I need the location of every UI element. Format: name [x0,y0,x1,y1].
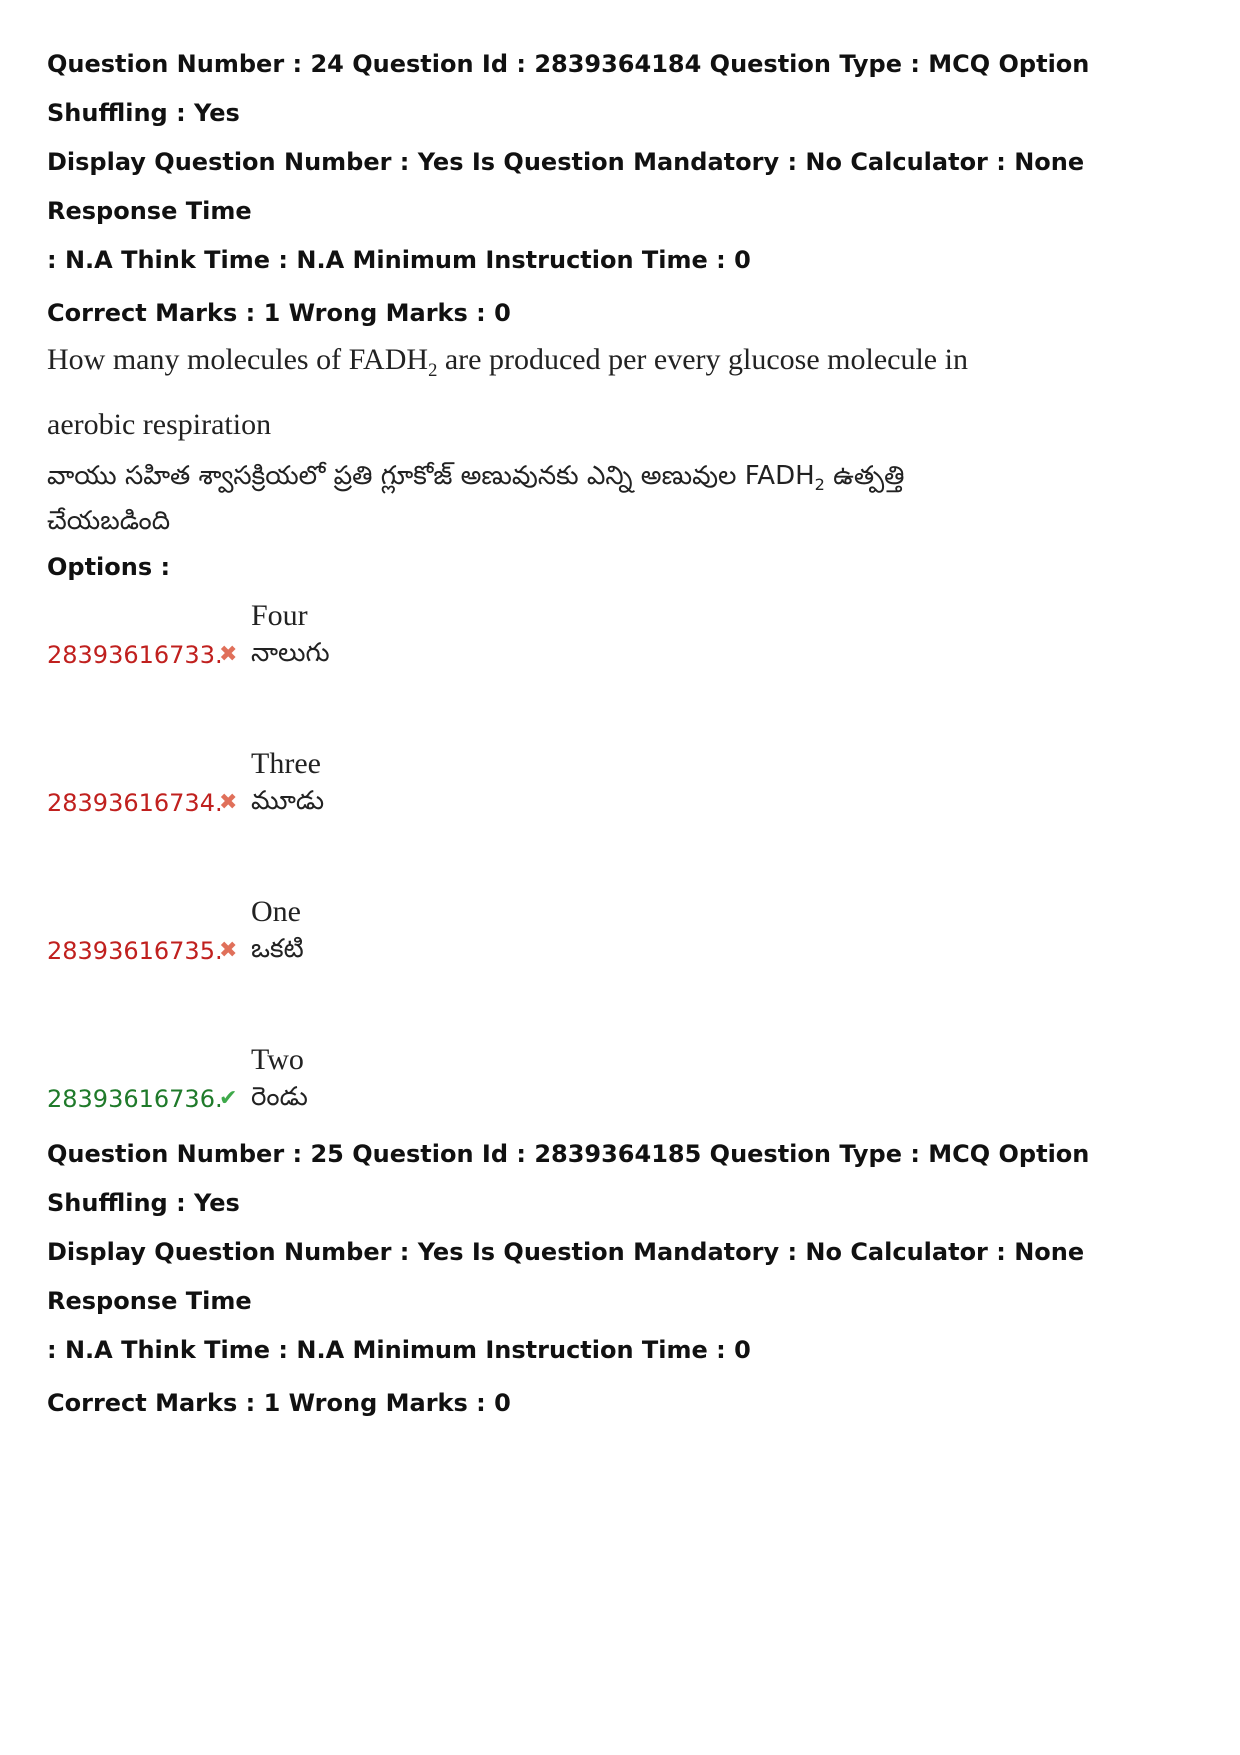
option-id: 28393616734. [47,789,223,818]
option-text-english: Three [251,747,321,781]
option-content [251,893,304,967]
meta-line-1: Question Number : 24 Question Id : 2839364184 Question Type : MCQ Option Shuffling : Yes [47,50,1090,127]
option-text-english: One [251,895,301,929]
option-item [47,587,1207,735]
option-item [47,883,1207,1031]
question-25-block [47,1130,1207,1423]
question-meta [47,1130,1207,1375]
options-list [47,587,1207,1179]
meta-line-2: Display Question Number : Yes Is Question Mandatory : No Calculator : None Response Time [47,148,1085,225]
question-text-telugu [47,458,1207,539]
options-label: Options : [47,553,171,582]
cross-icon: ✖ [219,642,238,668]
meta-line-2: Display Question Number : Yes Is Question Mandatory : No Calculator : None Response Time [47,1238,1085,1315]
option-item [47,735,1207,883]
meta-line-3: : N.A Think Time : N.A Minimum Instruction Time : 0 [47,246,751,274]
question-text-en-part-2: are produced per every glucose molecule in [437,343,968,376]
question-meta [47,40,1207,285]
option-id: 28393616733. [47,641,223,670]
option-text-english: Four [251,599,308,633]
cross-icon: ✖ [219,790,238,816]
question-text-en-subscript: 2 [428,360,438,381]
question-text-english [47,333,1207,452]
question-text-en-line-2: aerobic respiration [47,408,272,441]
question-text-te-subscript: 2 [814,475,825,495]
option-text-telugu: మూడు [251,786,325,817]
option-content [251,1041,308,1115]
option-content [251,597,330,671]
cross-icon: ✖ [219,938,238,964]
question-text-te-line-2: చేయబడింది [47,506,171,537]
option-content [251,745,324,819]
question-text-te-part-1: వాయు సహిత శ్వాసక్రియలో ప్రతి గ్లూకోజ్ అణువునకు ఎన్ని అణువుల FADH [47,461,815,491]
option-text-english: Two [251,1043,304,1077]
question-text-en-line-1 [47,333,1207,398]
option-text-telugu: ఒకటి [251,934,304,965]
meta-line-3: : N.A Think Time : N.A Minimum Instruction Time : 0 [47,1336,751,1364]
question-24-block [47,40,1207,1179]
option-text-telugu: రెండు [251,1082,308,1113]
marks-line: Correct Marks : 1 Wrong Marks : 0 [47,1389,511,1417]
option-text-telugu: నాలుగు [251,638,330,669]
marks-line: Correct Marks : 1 Wrong Marks : 0 [47,299,511,327]
question-text-te-part-2: ఉత్పత్తి [824,461,905,491]
question-text-en-part-1: How many molecules of FADH [47,343,429,376]
meta-line-1: Question Number : 25 Question Id : 2839364185 Question Type : MCQ Option Shuffling : Yes [47,1140,1090,1217]
check-icon: ✔ [219,1086,238,1112]
question-text-te-line-1 [47,458,1207,503]
option-id: 28393616735. [47,937,223,966]
option-id: 28393616736. [47,1085,223,1114]
